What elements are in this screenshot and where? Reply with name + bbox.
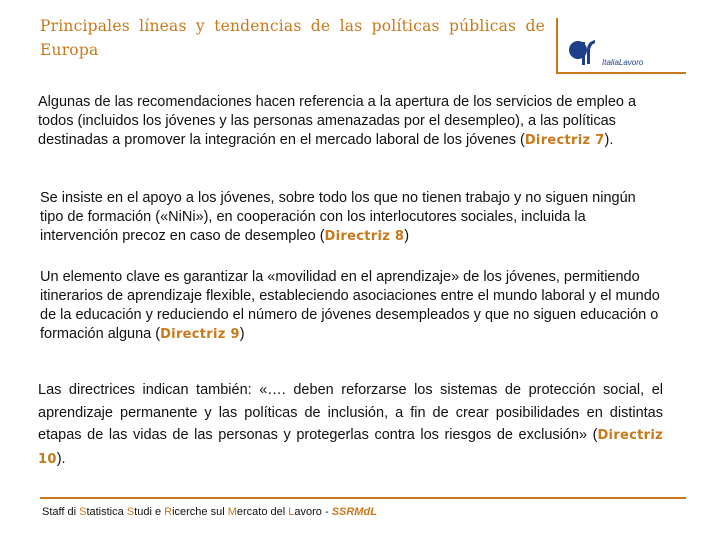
paragraph-1: Algunas de las recomendaciones hacen referencia a la apertura de los servicios de empleo a todos (incluidos los jóvenes y las personas amenazadas por el desempleo), a las políticas destinadas a promover la integración en el mercado laboral de los jóvenes (Directriz 7). <box>38 94 637 148</box>
directive-ref: Directriz 9 <box>160 327 240 342</box>
page-title: Principales líneas y tendencias de las políticas públicas de Europa <box>40 17 545 59</box>
logo-wordmark: ItaliaLavoro <box>602 58 644 67</box>
paragraph-4: Las directrices indican también: «…. deben reforzarse los sistemas de protección social, el aprendizaje permanente y las políticas de inclusión, a fin de crear posibilidades en distintas etapas de las vidas de las personas y protegerlas contra los riesgos de exclusión» (Directriz 10). <box>38 382 663 467</box>
paragraph-3: Un elemento clave es garantizar la «movilidad en el aprendizaje» de los jóvenes, permitiendo itinerarios de aprendizaje flexible, estableciendo asociaciones entre el mundo laboral y el mundo de la educación y reduciendo el número de jóvenes desempleados y que no siguen educación o formación alguna (Directriz 9) <box>40 269 660 342</box>
directive-ref: Directriz 8 <box>324 229 405 244</box>
footer-brand: SSRMdL <box>331 506 377 518</box>
directive-ref: Directriz 10 <box>38 428 663 467</box>
footer-credit: Staff di Statistica Studi e Ricerche sul Mercato del Lavoro - SSRMdL <box>42 506 377 518</box>
paragraph-2: Se insiste en el apoyo a los jóvenes, sobre todo los que no tienen trabajo y no siguen ningún tipo de formación («NiNi»), en cooperación con los interlocutores sociales, incluida la intervención precoz en caso de desempleo (Directriz 8) <box>40 190 636 244</box>
title-divider <box>556 18 558 72</box>
directive-ref: Directriz 7 <box>524 133 605 148</box>
footer-divider <box>40 497 686 499</box>
logo-underline <box>556 72 686 74</box>
italialavoro-logo <box>568 28 660 72</box>
